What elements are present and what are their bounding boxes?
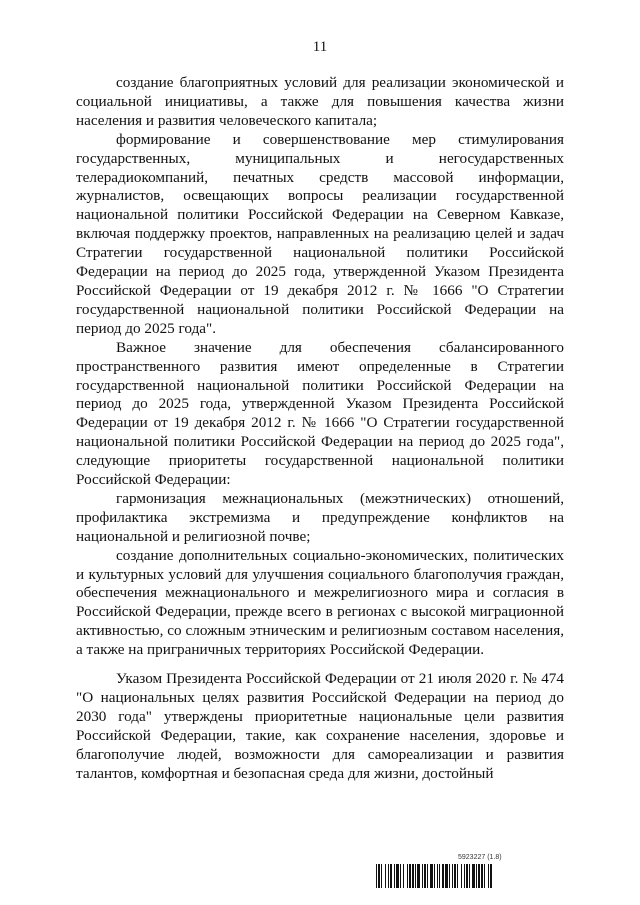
paragraph-harmonization: гармонизация межнациональных (межэтнических) отношений, профилактика экстремизма и предупреждение конфликтов на национальной и религиозной почве; <box>76 489 564 545</box>
paragraph-media-support: формирование и совершенствование мер стимулирования государственных, муниципальных и негосударственных телерадиокомпаний, печатных средств массовой информации, журналистов, освещающих вопросы реализации государственной национальной политики Российской Федерации на Северном Кавказе, включая поддержку проектов, направленных на реализацию целей и задач Стратегии государственной национальной политики Российской Федерации на период до 2025 года, утвержденной Указом Президента Российской Федерации от 19 декабря 2012 г. № 1666 "О Стратегии государственной национальной политики Российской Федерации на период до 2025 года". <box>76 130 564 337</box>
paragraph-national-goals: Указом Президента Российской Федерации от 21 июля 2020 г. № 474 "О национальных целях развития Российской Федерации на период до 2030 года" утверждены приоритетные национальные цели развития Российской Федерации, такие, как сохранение населения, здоровье и благополучие людей, возможности для самореализации и развития талантов, комфортная и безопасная среда для жизни, достойный <box>76 670 564 782</box>
document-code: 5923227 (1.8) <box>458 854 502 861</box>
paragraph-favorable-conditions: создание благоприятных условий для реализации экономической и социальной инициативы, а также для повышения качества жизни населения и развития человеческого капитала; <box>76 74 564 129</box>
paragraph-additional-conditions: создание дополнительных социально-экономических, политических и культурных условий для улучшения социального благополучия граждан, обеспечения межнационального и межрелигиозного мира и согласия в Российской Федерации, прежде всего в регионах с высокой миграционной активностью, со сложным этническим и религиозным составом населения, а также на приграничных территориях Российской Федерации. <box>76 546 564 659</box>
document-body <box>76 74 564 784</box>
page-number: 11 <box>312 39 328 55</box>
paragraph-spatial-development: Важное значение для обеспечения сбалансированного пространственного развития имеют определенные в Стратегии государственной национальной политики Российской Федерации на период до 2025 года, утвержденной Указом Президента Российской Федерации от 19 декабря 2012 г. № 1666 "О Стратегии государственной национальной политики Российской Федерации на период до 2025 года", следующие приоритеты государственной национальной политики Российской Федерации: <box>76 338 564 489</box>
barcode-icon <box>376 864 566 888</box>
